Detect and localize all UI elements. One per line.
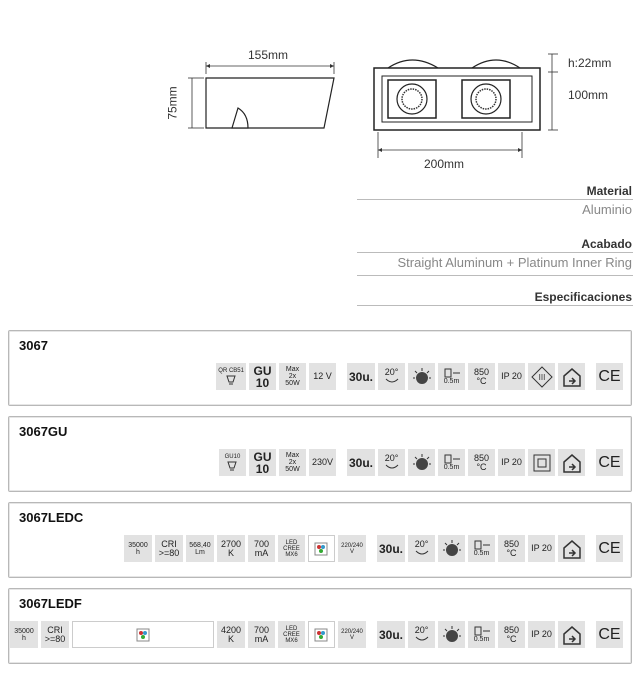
power-icon: Max 2x 50W bbox=[279, 363, 306, 390]
units-icon: 30u. bbox=[377, 535, 405, 562]
feature-icons bbox=[216, 363, 623, 390]
temperature-icon: 850 °C bbox=[468, 449, 495, 476]
voltage-icon: 12 V bbox=[309, 363, 336, 390]
ip-rating-icon: IP 20 bbox=[498, 363, 525, 390]
svg-text:III: III bbox=[538, 372, 545, 382]
indoor-use-icon bbox=[558, 449, 585, 476]
front-view-drawing bbox=[362, 50, 632, 175]
product-code: 3067GU bbox=[19, 424, 68, 439]
tilt-icon: 20° bbox=[408, 535, 435, 562]
voltage-icon: 230V bbox=[309, 449, 336, 476]
lamp-type-icon: QR CB51 bbox=[216, 363, 246, 390]
voltage-icon: 220/240 V bbox=[338, 535, 366, 562]
material-value: Aluminio bbox=[582, 202, 632, 217]
feature-icons bbox=[219, 449, 623, 476]
product-code: 3067LEDC bbox=[19, 510, 84, 525]
side-height-label: 75mm bbox=[165, 86, 180, 120]
material-label: Material bbox=[586, 184, 632, 198]
units-icon: 30u. bbox=[347, 363, 375, 390]
lumens-icon: 568,40 Lm bbox=[186, 535, 214, 562]
units-icon: 30u. bbox=[377, 621, 405, 648]
specifications-label: Especificaciones bbox=[534, 290, 632, 304]
class-iii-icon bbox=[528, 363, 555, 390]
product-panel bbox=[8, 416, 632, 492]
cable-length-icon: 0.5m bbox=[438, 449, 465, 476]
product-panel bbox=[8, 502, 632, 578]
tilt-icon: 20° bbox=[408, 621, 435, 648]
current-icon: 700 mA bbox=[248, 535, 275, 562]
broken-image-icon bbox=[72, 621, 214, 648]
kelvin-icon: 2700 K bbox=[217, 535, 245, 562]
indoor-use-icon bbox=[558, 363, 585, 390]
cri-icon: CRI >=80 bbox=[155, 535, 183, 562]
temperature-icon: 850 °C bbox=[498, 535, 525, 562]
ip-rating-icon: IP 20 bbox=[498, 449, 525, 476]
indoor-use-icon bbox=[558, 535, 585, 562]
power-icon: Max 2x 50W bbox=[279, 449, 306, 476]
led-chip-icon: LED CREE MX6 bbox=[278, 535, 305, 562]
ce-mark-icon: CE bbox=[596, 621, 623, 648]
socket-icon: GU 10 bbox=[249, 449, 276, 476]
cable-length-icon: 0.5m bbox=[468, 535, 495, 562]
temperature-icon: 850 °C bbox=[468, 363, 495, 390]
current-icon: 700 mA bbox=[248, 621, 275, 648]
ip-rating-icon: IP 20 bbox=[528, 621, 555, 648]
finish-value: Straight Aluminum + Platinum Inner Ring bbox=[397, 255, 632, 270]
indoor-use-icon bbox=[558, 621, 585, 648]
temperature-icon: 850 °C bbox=[498, 621, 525, 648]
driver-image-icon bbox=[308, 535, 335, 562]
product-panel bbox=[8, 330, 632, 406]
class-ii-icon bbox=[528, 449, 555, 476]
product-code: 3067LEDF bbox=[19, 596, 82, 611]
divider bbox=[357, 199, 633, 200]
ip-rating-icon: IP 20 bbox=[528, 535, 555, 562]
ce-mark-icon: CE bbox=[596, 363, 623, 390]
tilt-icon: 20° bbox=[378, 449, 405, 476]
driver-image-icon bbox=[308, 621, 335, 648]
side-width-label: 155mm bbox=[248, 48, 289, 62]
lifetime-icon: 35000 h bbox=[124, 535, 152, 562]
light-beam-icon bbox=[408, 363, 435, 390]
front-depth-label: h:22mm bbox=[568, 56, 612, 70]
finish-label: Acabado bbox=[581, 237, 632, 251]
front-width-label: 200mm bbox=[424, 157, 465, 171]
light-beam-icon bbox=[438, 621, 465, 648]
light-beam-icon bbox=[438, 535, 465, 562]
feature-icons bbox=[124, 535, 623, 562]
socket-icon: GU 10 bbox=[249, 363, 276, 390]
divider bbox=[357, 252, 633, 253]
units-icon: 30u. bbox=[347, 449, 375, 476]
feature-icons bbox=[10, 621, 623, 648]
divider bbox=[357, 305, 633, 306]
lifetime-icon: 35000 h bbox=[10, 621, 38, 648]
product-code: 3067 bbox=[19, 338, 48, 353]
led-chip-icon: LED CREE MX6 bbox=[278, 621, 305, 648]
lamp-type-icon: GU10 bbox=[219, 449, 246, 476]
light-beam-icon bbox=[408, 449, 435, 476]
cable-length-icon: 0.5m bbox=[438, 363, 465, 390]
product-panel bbox=[8, 588, 632, 664]
ce-mark-icon: CE bbox=[596, 535, 623, 562]
kelvin-icon: 4200 K bbox=[217, 621, 245, 648]
side-view-drawing bbox=[165, 44, 345, 134]
divider bbox=[357, 275, 633, 276]
tilt-icon: 20° bbox=[378, 363, 405, 390]
front-height-label: 100mm bbox=[568, 88, 609, 102]
voltage-icon: 220/240 V bbox=[338, 621, 366, 648]
cri-icon: CRI >=80 bbox=[41, 621, 69, 648]
ce-mark-icon: CE bbox=[596, 449, 623, 476]
cable-length-icon: 0.5m bbox=[468, 621, 495, 648]
